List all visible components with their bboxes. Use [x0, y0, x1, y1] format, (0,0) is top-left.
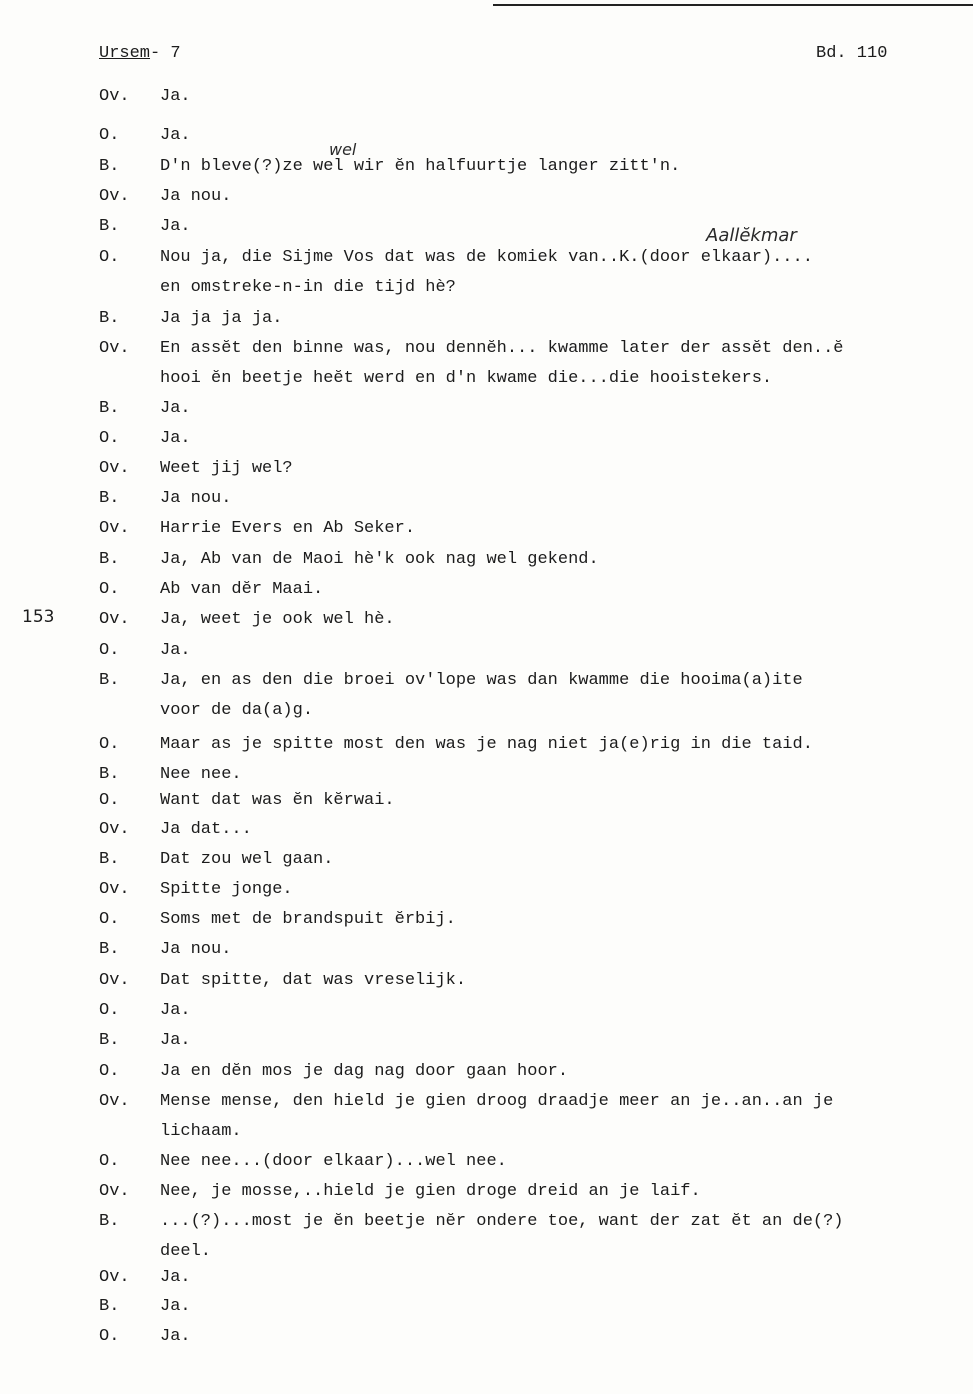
- speaker-label: B.: [99, 671, 120, 690]
- speaker-label: B.: [99, 157, 120, 176]
- utterance-text: Soms met de brandspuit ĕrbij.: [160, 910, 456, 929]
- speaker-label: Ov.: [99, 610, 130, 629]
- utterance-text: Nee nee...(door elkaar)...wel nee.: [160, 1152, 507, 1171]
- transcript-line: [0, 935, 973, 965]
- speaker-label: Ov.: [99, 971, 130, 990]
- margin-page-number: 153: [22, 607, 55, 627]
- transcript-line: [0, 1087, 973, 1147]
- utterance-text: Ja.: [160, 87, 191, 106]
- transcript-line: [0, 1057, 973, 1087]
- speaker-label: Ov.: [99, 87, 130, 106]
- speaker-label: Ov.: [99, 1268, 130, 1287]
- handwritten-annotation-wel: wel: [329, 140, 357, 159]
- speaker-label: O.: [99, 1152, 120, 1171]
- utterance-text: ...(?)...most je ĕn beetje nĕr ondere toe, want der zat ĕt an de(?) deel.: [160, 1212, 844, 1261]
- transcript-line: [0, 666, 973, 726]
- speaker-label: Ov.: [99, 339, 130, 358]
- transcript-line: [0, 815, 973, 845]
- transcript-line: [0, 786, 973, 816]
- speaker-label: Ov.: [99, 1092, 130, 1111]
- speaker-label: O.: [99, 580, 120, 599]
- transcript-line: [0, 514, 973, 544]
- transcript-line: [0, 636, 973, 666]
- utterance-text: Ja, weet je ook wel hè.: [160, 610, 395, 629]
- transcript-line: [0, 966, 973, 996]
- speaker-label: B.: [99, 489, 120, 508]
- utterance-text: Ja.: [160, 1001, 191, 1020]
- utterance-text: Ja.: [160, 1031, 191, 1050]
- utterance-text: Want dat was ĕn kĕrwai.: [160, 791, 395, 810]
- transcript-line: [0, 82, 973, 112]
- utterance-text: Ja.: [160, 429, 191, 448]
- transcript-line: [0, 182, 973, 212]
- speaker-label: Ov.: [99, 820, 130, 839]
- speaker-label: B.: [99, 399, 120, 418]
- transcript-line: [0, 334, 973, 394]
- speaker-label: O.: [99, 735, 120, 754]
- speaker-label: O.: [99, 1001, 120, 1020]
- speaker-label: Ov.: [99, 187, 130, 206]
- utterance-text: Ab van dĕr Maai.: [160, 580, 324, 599]
- speaker-label: O.: [99, 126, 120, 145]
- transcript-line: [0, 1147, 973, 1177]
- utterance-text: Mense mense, den hield je gien droog draadje meer an je..an..an je lichaam.: [160, 1092, 834, 1141]
- utterance-text: Ja, en as den die broei ov'lope was dan kwamme die hooima(a)ite voor de da(a)g.: [160, 671, 803, 720]
- utterance-text: Ja.: [160, 641, 191, 660]
- transcript-line: [0, 996, 973, 1026]
- page-header-title: [99, 44, 181, 63]
- transcript-line: [0, 875, 973, 905]
- utterance-text: En assĕt den binne was, nou dennĕh... kwamme later der assĕt den..ĕ hooi ĕn beetje heĕt werd en d'n kwame die...die hooistekers.: [160, 339, 844, 388]
- utterance-text: Dat spitte, dat was vreselijk.: [160, 971, 467, 990]
- transcript-line: [0, 575, 973, 605]
- speaker-label: O.: [99, 641, 120, 660]
- top-rule: [493, 4, 973, 6]
- transcript-line: [0, 1207, 973, 1267]
- transcript-line: [0, 121, 973, 151]
- speaker-label: B.: [99, 1297, 120, 1316]
- speaker-label: Ov.: [99, 1182, 130, 1201]
- transcript-line: [0, 545, 973, 575]
- utterance-text: Ja, Ab van de Maoi hè'k ook nag wel gekend.: [160, 550, 599, 569]
- transcript-line: [0, 1263, 973, 1293]
- header-title-rest: - 7: [150, 44, 181, 63]
- utterance-text: Nou ja, die Sijme Vos dat was de komiek van..K.(door elkaar).... en omstreke-n-in die tijd hè?: [160, 248, 813, 297]
- utterance-text: Ja.: [160, 1297, 191, 1316]
- utterance-text: Ja.: [160, 399, 191, 418]
- utterance-text: Ja.: [160, 1268, 191, 1287]
- transcript-line: [0, 1322, 973, 1352]
- utterance-text: Ja nou.: [160, 187, 232, 206]
- speaker-label: O.: [99, 429, 120, 448]
- utterance-text: Ja nou.: [160, 489, 232, 508]
- transcript-line: [0, 605, 973, 635]
- speaker-label: B.: [99, 217, 120, 236]
- transcript-line: [0, 152, 973, 182]
- utterance-text: Ja.: [160, 126, 191, 145]
- header-title-underlined: Ursem: [99, 44, 151, 63]
- utterance-text: Dat zou wel gaan.: [160, 850, 334, 869]
- transcript-line: [0, 394, 973, 424]
- utterance-text: Ja.: [160, 217, 191, 236]
- transcript-line: [0, 1292, 973, 1322]
- utterance-text: Nee, je mosse,..hield je gien droge dreid an je laif.: [160, 1182, 701, 1201]
- transcript-line: [0, 424, 973, 454]
- transcript-line: [0, 243, 973, 303]
- utterance-text: Ja dat...: [160, 820, 252, 839]
- page-reference: Bd. 110: [816, 44, 888, 63]
- utterance-text: Ja ja ja ja.: [160, 309, 283, 328]
- speaker-label: B.: [99, 309, 120, 328]
- transcript-line: [0, 212, 973, 242]
- speaker-label: B.: [99, 765, 120, 784]
- utterance-text: Nee nee.: [160, 765, 242, 784]
- speaker-label: Ov.: [99, 519, 130, 538]
- speaker-label: Ov.: [99, 459, 130, 478]
- utterance-text: D'n bleve(?)ze wel wir ĕn halfuurtje langer zitt'n.: [160, 157, 681, 176]
- speaker-label: B.: [99, 550, 120, 569]
- transcript-line: [0, 484, 973, 514]
- speaker-label: O.: [99, 1062, 120, 1081]
- speaker-label: B.: [99, 850, 120, 869]
- speaker-label: O.: [99, 791, 120, 810]
- transcript-line: [0, 1026, 973, 1056]
- utterance-text: Ja en dĕn mos je dag nag door gaan hoor.: [160, 1062, 569, 1081]
- utterance-text: Maar as je spitte most den was je nag niet ja(e)rig in die taid.: [160, 735, 813, 754]
- transcript-line: [0, 905, 973, 935]
- transcript-line: [0, 730, 973, 760]
- utterance-text: Ja.: [160, 1327, 191, 1346]
- speaker-label: O.: [99, 1327, 120, 1346]
- transcript-line: [0, 1177, 973, 1207]
- speaker-label: O.: [99, 910, 120, 929]
- utterance-text: Ja nou.: [160, 940, 232, 959]
- transcript-line: [0, 304, 973, 334]
- speaker-label: B.: [99, 1212, 120, 1231]
- transcript-line: [0, 845, 973, 875]
- transcript-line: [0, 454, 973, 484]
- handwritten-annotation-aallekmar: Aallĕkmar: [706, 225, 797, 246]
- utterance-text: Weet jij wel?: [160, 459, 293, 478]
- speaker-label: B.: [99, 940, 120, 959]
- speaker-label: B.: [99, 1031, 120, 1050]
- speaker-label: Ov.: [99, 880, 130, 899]
- utterance-text: Spitte jonge.: [160, 880, 293, 899]
- utterance-text: Harrie Evers en Ab Seker.: [160, 519, 416, 538]
- speaker-label: O.: [99, 248, 120, 267]
